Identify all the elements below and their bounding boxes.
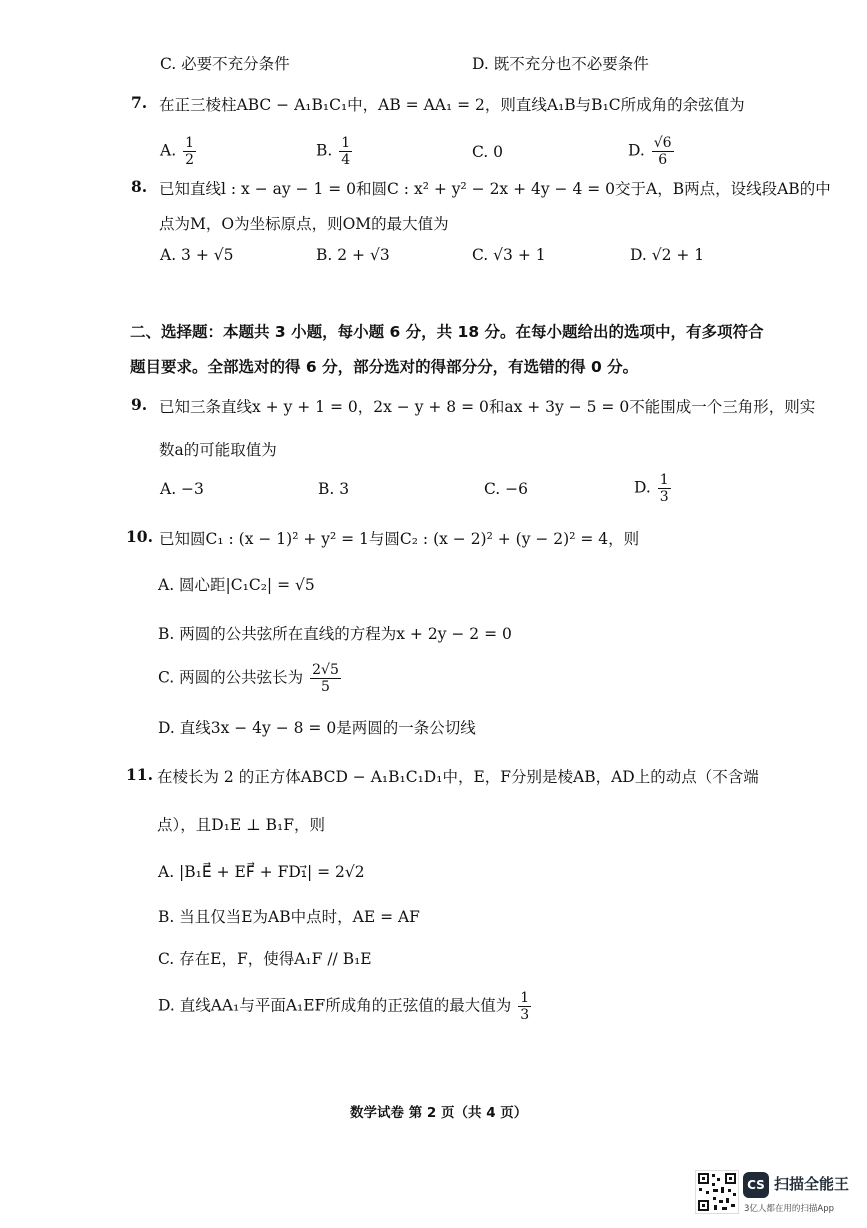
section2-heading-line1: 二、选择题：本题共 3 小题，每小题 6 分，共 18 分。在每小题给出的选项中，有多项符合	[130, 323, 764, 341]
q7-option-d	[628, 135, 676, 168]
q8-option-b: B. 2 + √3	[316, 246, 390, 264]
q9-stem-line1: 已知三条直线x + y + 1 = 0，2x − y + 8 = 0和ax + 3y − 5 = 0不能围成一个三角形，则实	[159, 398, 816, 416]
q9-d-num: 1	[659, 472, 669, 488]
q7-option-d-fraction	[652, 135, 674, 168]
q11-option-b: B. 当且仅当E为AB中点时，AE = AF	[158, 908, 420, 926]
q7-option-a	[160, 135, 198, 168]
q8-number: 8.	[131, 177, 148, 196]
q10-option-c-text: C. 两圆的公共弦长为	[158, 668, 304, 687]
q7-a-den: 2	[185, 152, 194, 168]
qr-code-icon	[695, 1170, 739, 1214]
scanner-app-logo: CS	[743, 1172, 769, 1198]
q9-d-den: 3	[659, 489, 669, 505]
q7-option-b-label: B.	[316, 141, 333, 160]
q10-stem: 已知圆C₁ : (x − 1)² + y² = 1与圆C₂ : (x − 2)² + (y − 2)² = 4，则	[159, 530, 640, 548]
q11-option-d-text: D. 直线AA₁与平面A₁EF所成角的正弦值的最大值为	[158, 996, 512, 1015]
q11-d-num: 1	[520, 990, 530, 1006]
q7-d-den: 6	[658, 152, 668, 168]
q10-c-den: 5	[321, 679, 330, 695]
q8-option-d: D. √2 + 1	[630, 246, 705, 264]
q10-option-c	[158, 662, 343, 695]
q10-number: 10.	[126, 527, 153, 546]
q7-stem: 在正三棱柱ABC − A₁B₁C₁中，AB = AA₁ = 2，则直线A₁B与B₁C所成角的余弦值为	[159, 96, 745, 114]
q7-option-b-fraction	[339, 135, 352, 168]
page-footer: 数学试卷 第 2 页（共 4 页）	[350, 1105, 528, 1121]
q11-stem-line1: 在棱长为 2 的正方体ABCD − A₁B₁C₁D₁中，E，F分别是棱AB，AD上的动点（不含端	[157, 768, 759, 786]
q6-option-c: C. 必要不充分条件	[160, 55, 290, 73]
q10-c-num: 2√5	[312, 662, 339, 678]
q11-option-c: C. 存在E，F，使得A₁F // B₁E	[158, 950, 372, 968]
q7-b-den: 4	[341, 152, 351, 168]
q7-option-a-fraction	[183, 135, 196, 168]
q7-number: 7.	[131, 93, 148, 112]
q7-option-b	[316, 135, 354, 168]
q11-option-d-fraction	[518, 990, 531, 1023]
q9-stem-line2: 数a的可能取值为	[159, 441, 277, 459]
q9-option-d	[634, 472, 673, 505]
q10-option-d: D. 直线3x − 4y − 8 = 0是两圆的一条公切线	[158, 719, 476, 737]
q11-option-d	[158, 990, 533, 1023]
q11-number: 11.	[126, 765, 153, 784]
scanner-app-name: 扫描全能王	[774, 1175, 850, 1193]
q6-option-d: D. 既不充分也不必要条件	[472, 55, 649, 73]
q8-stem-line1: 已知直线l : x − ay − 1 = 0和圆C : x² + y² − 2x + 4y − 4 = 0交于A，B两点，设线段AB的中	[159, 180, 831, 198]
q8-option-a: A. 3 + √5	[160, 246, 234, 264]
q10-option-c-fraction	[310, 662, 341, 695]
q9-option-b: B. 3	[318, 480, 350, 498]
q8-option-c: C. √3 + 1	[472, 246, 546, 264]
q8-stem-line2: 点为M，O为坐标原点，则OM的最大值为	[159, 215, 449, 233]
q10-option-b: B. 两圆的公共弦所在直线的方程为x + 2y − 2 = 0	[158, 625, 512, 643]
q11-stem-line2: 点），且D₁E ⊥ B₁F，则	[157, 816, 325, 834]
scanner-app-tagline: 3亿人都在用的扫描App	[744, 1204, 835, 1214]
q9-option-d-fraction	[658, 472, 671, 505]
q9-number: 9.	[131, 395, 148, 414]
q9-option-a: A. −3	[160, 480, 204, 498]
q7-option-d-label: D.	[628, 141, 645, 160]
q9-option-c: C. −6	[484, 480, 529, 498]
q9-option-d-label: D.	[634, 478, 651, 497]
q7-option-c: C. 0	[472, 143, 504, 161]
q11-option-a: A. |B₁E⃗ + EF⃗ + FD₁⃗| = 2√2	[158, 863, 365, 881]
q11-d-den: 3	[520, 1007, 530, 1023]
q10-option-a: A. 圆心距|C₁C₂| = √5	[158, 576, 315, 594]
section2-heading-line2: 题目要求。全部选对的得 6 分，部分选对的得部分分，有选错的得 0 分。	[130, 358, 639, 376]
q7-a-num: 1	[185, 135, 194, 151]
q7-option-a-label: A.	[160, 141, 177, 160]
q7-d-num: √6	[653, 135, 672, 151]
q7-b-num: 1	[341, 135, 351, 151]
